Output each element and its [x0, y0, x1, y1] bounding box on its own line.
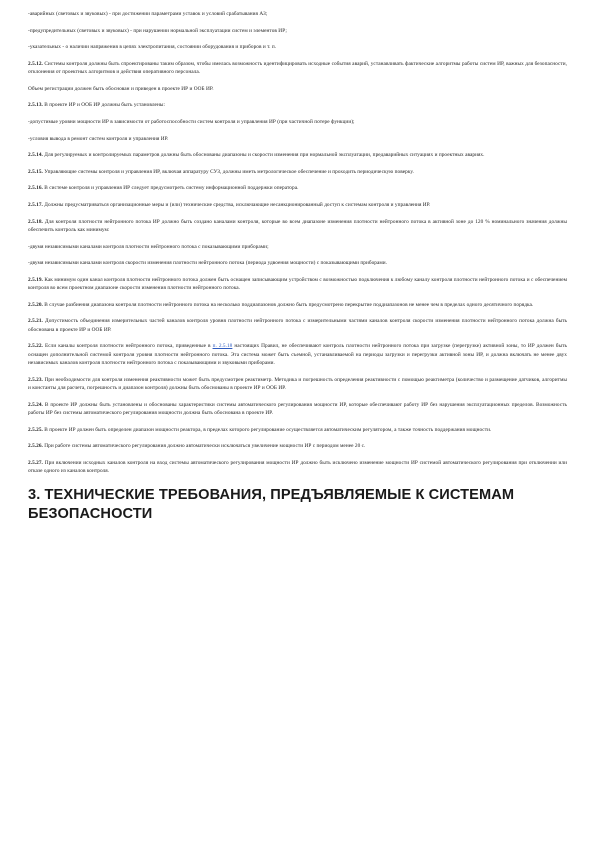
paragraph [28, 401, 567, 418]
paragraph-text: Для регулируемых и контролируемых параметров должны быть обоснованы диапазоны и скорости изменения при нормальной эксплуатации, предаварийных ситуациях и проектных авариях. [44, 152, 485, 159]
paragraph-text: -двумя независимыми каналами контроля плотности нейтронного потока с показывающими приборами; [28, 243, 269, 250]
paragraph [28, 459, 567, 476]
paragraph [28, 376, 567, 393]
paragraph [28, 27, 567, 35]
paragraph-list [28, 10, 567, 476]
paragraph-text: В проекте ИР и ООБ ИР должны быть установлены: [44, 102, 165, 109]
paragraph [28, 118, 567, 126]
clause-number: 2.5.26. [28, 443, 43, 450]
paragraph [28, 184, 567, 192]
paragraph-text: -предупредительных (световых и звуковых) - при нарушении нормальной эксплуатации систем и элементов ИР; [28, 27, 287, 34]
paragraph-text: Для контроля плотности нейтронного потока ИР должно быть создано каналами контроля, которые во всем диапазоне изменения плотности нейтронного потока в активной зоне до 120 % номинального значения должны обеспечить контроль как минимум: [28, 218, 567, 233]
paragraph-text: -двумя независимыми каналами контроля скорости изменения плотности нейтронного потока (периода удвоения мощности) с показывающими приборами. [28, 260, 388, 267]
paragraph-text: В проекте ИР должны быть установлены и обоснованы характеристики системы автоматического регулирования мощности ИР, которые обеспечивают работу ИР без нарушения эксплуатационных пределов. Возможность работы ИР без системы автоматического регулирования мощности должна быть обоснована в проекте ИР. [28, 401, 567, 417]
paragraph [28, 317, 567, 334]
paragraph [28, 101, 567, 109]
paragraph-text: В системе контроля и управления ИР следует предусмотреть систему информационной поддержки оператора. [44, 185, 299, 192]
paragraph-text: Управляющие системы контроля и управления ИР, включая аппаратуру СУЗ, должны иметь метрологическое обеспечение и проходить периодическую поверку. [44, 168, 414, 175]
clause-number: 2.5.25. [28, 426, 43, 433]
paragraph [28, 201, 567, 209]
paragraph-text: При необходимости для контроля изменения реактивности может быть предусмотрен реактиметр. Методика и погрешность определения реактивности с помощью реактиметра (количество и размещение датчиков, алгоритмы и константы для расчета, погрешность и диапазон контроля) должны быть обоснованы в проекте ИР и ООБ ИР. [28, 376, 567, 392]
clause-number: 2.5.27. [28, 459, 43, 466]
paragraph [28, 426, 567, 434]
paragraph [28, 243, 567, 251]
clause-number: 2.5.19. [28, 276, 43, 283]
paragraph-text: -допустимые уровни мощности ИР в зависимости от работоспособности систем контроля и управления ИР (при частичной потере функции); [28, 118, 355, 125]
paragraph-text: -условия вывода в ремонт систем контроля и управления ИР. [28, 135, 169, 142]
clause-link[interactable]: п. 2.5.18 [212, 343, 233, 350]
paragraph [28, 276, 567, 293]
paragraph-text: В случае разбиения диапазона контроля плотности нейтронного потока на несколько поддиапазонов должно быть предусмотрено перекрытие поддиапазонов не менее чем в пределах одного десятичного порядка. [44, 301, 534, 308]
paragraph-text: Должны предусматриваться организационные меры и (или) технические средства, исключающие несанкционированный доступ к системам контроля и управления ИР. [44, 201, 431, 208]
paragraph [28, 60, 567, 77]
paragraph [28, 135, 567, 143]
paragraph [28, 342, 567, 367]
clause-number: 2.5.22. [28, 343, 43, 350]
paragraph [28, 10, 567, 18]
section-heading: 3. ТЕХНИЧЕСКИЕ ТРЕБОВАНИЯ, ПРЕДЪЯВЛЯЕМЫЕ К СИСТЕМАМ БЕЗОПАСНОСТИ [28, 486, 515, 522]
clause-number: 2.5.23. [28, 376, 43, 383]
paragraph [28, 85, 567, 93]
paragraph [28, 301, 567, 309]
paragraph [28, 168, 567, 176]
clause-number: 2.5.24. [28, 401, 43, 408]
clause-number: 2.5.21. [28, 318, 43, 325]
clause-number: 2.5.16. [28, 185, 43, 192]
clause-number: 2.5.13. [28, 102, 43, 109]
paragraph [28, 218, 567, 235]
paragraph-text: В проекте ИР должен быть определен диапазон мощности реактора, в пределах которого регулирование осуществляется автоматическим регулятором, а также точность поддержания мощности. [44, 426, 492, 433]
paragraph-text: При включении исходных каналов контроля на вход системы автоматического регулирования мощности ИР должно быть исключено изменение мощности ИР системой автоматического регулирования при отключении или отказе одного из каналов контроля. [28, 459, 567, 475]
paragraph-text: Системы контроля должны быть спроектированы таким образом, чтобы имелась возможность идентифицировать исходные события аварий, устанавливать фактические алгоритмы работы систем ИР, важных для безопасности, отклонения от проектных алгоритмов и действия оперативного персонала. [28, 60, 568, 76]
clause-number: 2.5.12. [28, 60, 43, 67]
paragraph-text: Объем регистрации должен быть обоснован и приведен в проекте ИР и ООБ ИР. [28, 85, 214, 92]
paragraph [28, 43, 567, 51]
paragraph-text: Допустимость объединения измерительных частей каналов контроля уровня плотности нейтронного потока с измерительными частями каналов контроля скорости изменения плотности нейтронного потока должна быть обоснована в проекте ИР и ООБ ИР. [28, 318, 568, 333]
paragraph-text: -аварийных (световых и звуковых) - при достижении параметрами уставок и условий срабатывания АЗ; [28, 11, 268, 17]
paragraph-text: -указательных - о наличии напряжения в цепях электропитания, состоянии оборудования и приборов и т. п. [28, 44, 277, 51]
clause-number: 2.5.14. [28, 152, 43, 159]
paragraph [28, 442, 567, 450]
paragraph-text: При работе системы автоматического регулирования должно автоматически исключаться увеличение мощности ИР с периодом менее 20 с. [44, 443, 366, 450]
clause-number: 2.5.15. [28, 168, 43, 175]
clause-number: 2.5.18. [28, 218, 43, 225]
clause-number: 2.5.20. [28, 301, 43, 308]
paragraph-text: настоящих Правил, не обеспечивают контроль плотности нейтронного потока при загрузке (перегрузке) активной зоны, то ИР должен быть оснащен дополнительной системой контроля уровня плотности нейтронного потока. Эта система может быть съемной, устанавливаемой на периоды загрузки и перегрузки активной зоны ИР, и должна включать не менее двух независимых каналов контроля плотности нейтронного потока с показывающими и звуковыми приборами. [28, 343, 567, 367]
paragraph [28, 151, 567, 159]
paragraph-text: Как минимум один канал контроля плотности нейтронного потока должен быть оснащен записывающим устройством с возможностью подключения к любому каналу контроля плотности нейтронного потока и с обеспечением контроля во всем проектном диапазоне скорости изменения плотности нейтронного потока. [28, 276, 568, 292]
paragraph-text: Если каналы контроля плотности нейтронного потока, приведенные в [44, 343, 213, 350]
paragraph [28, 259, 567, 267]
clause-number: 2.5.17. [28, 201, 43, 208]
